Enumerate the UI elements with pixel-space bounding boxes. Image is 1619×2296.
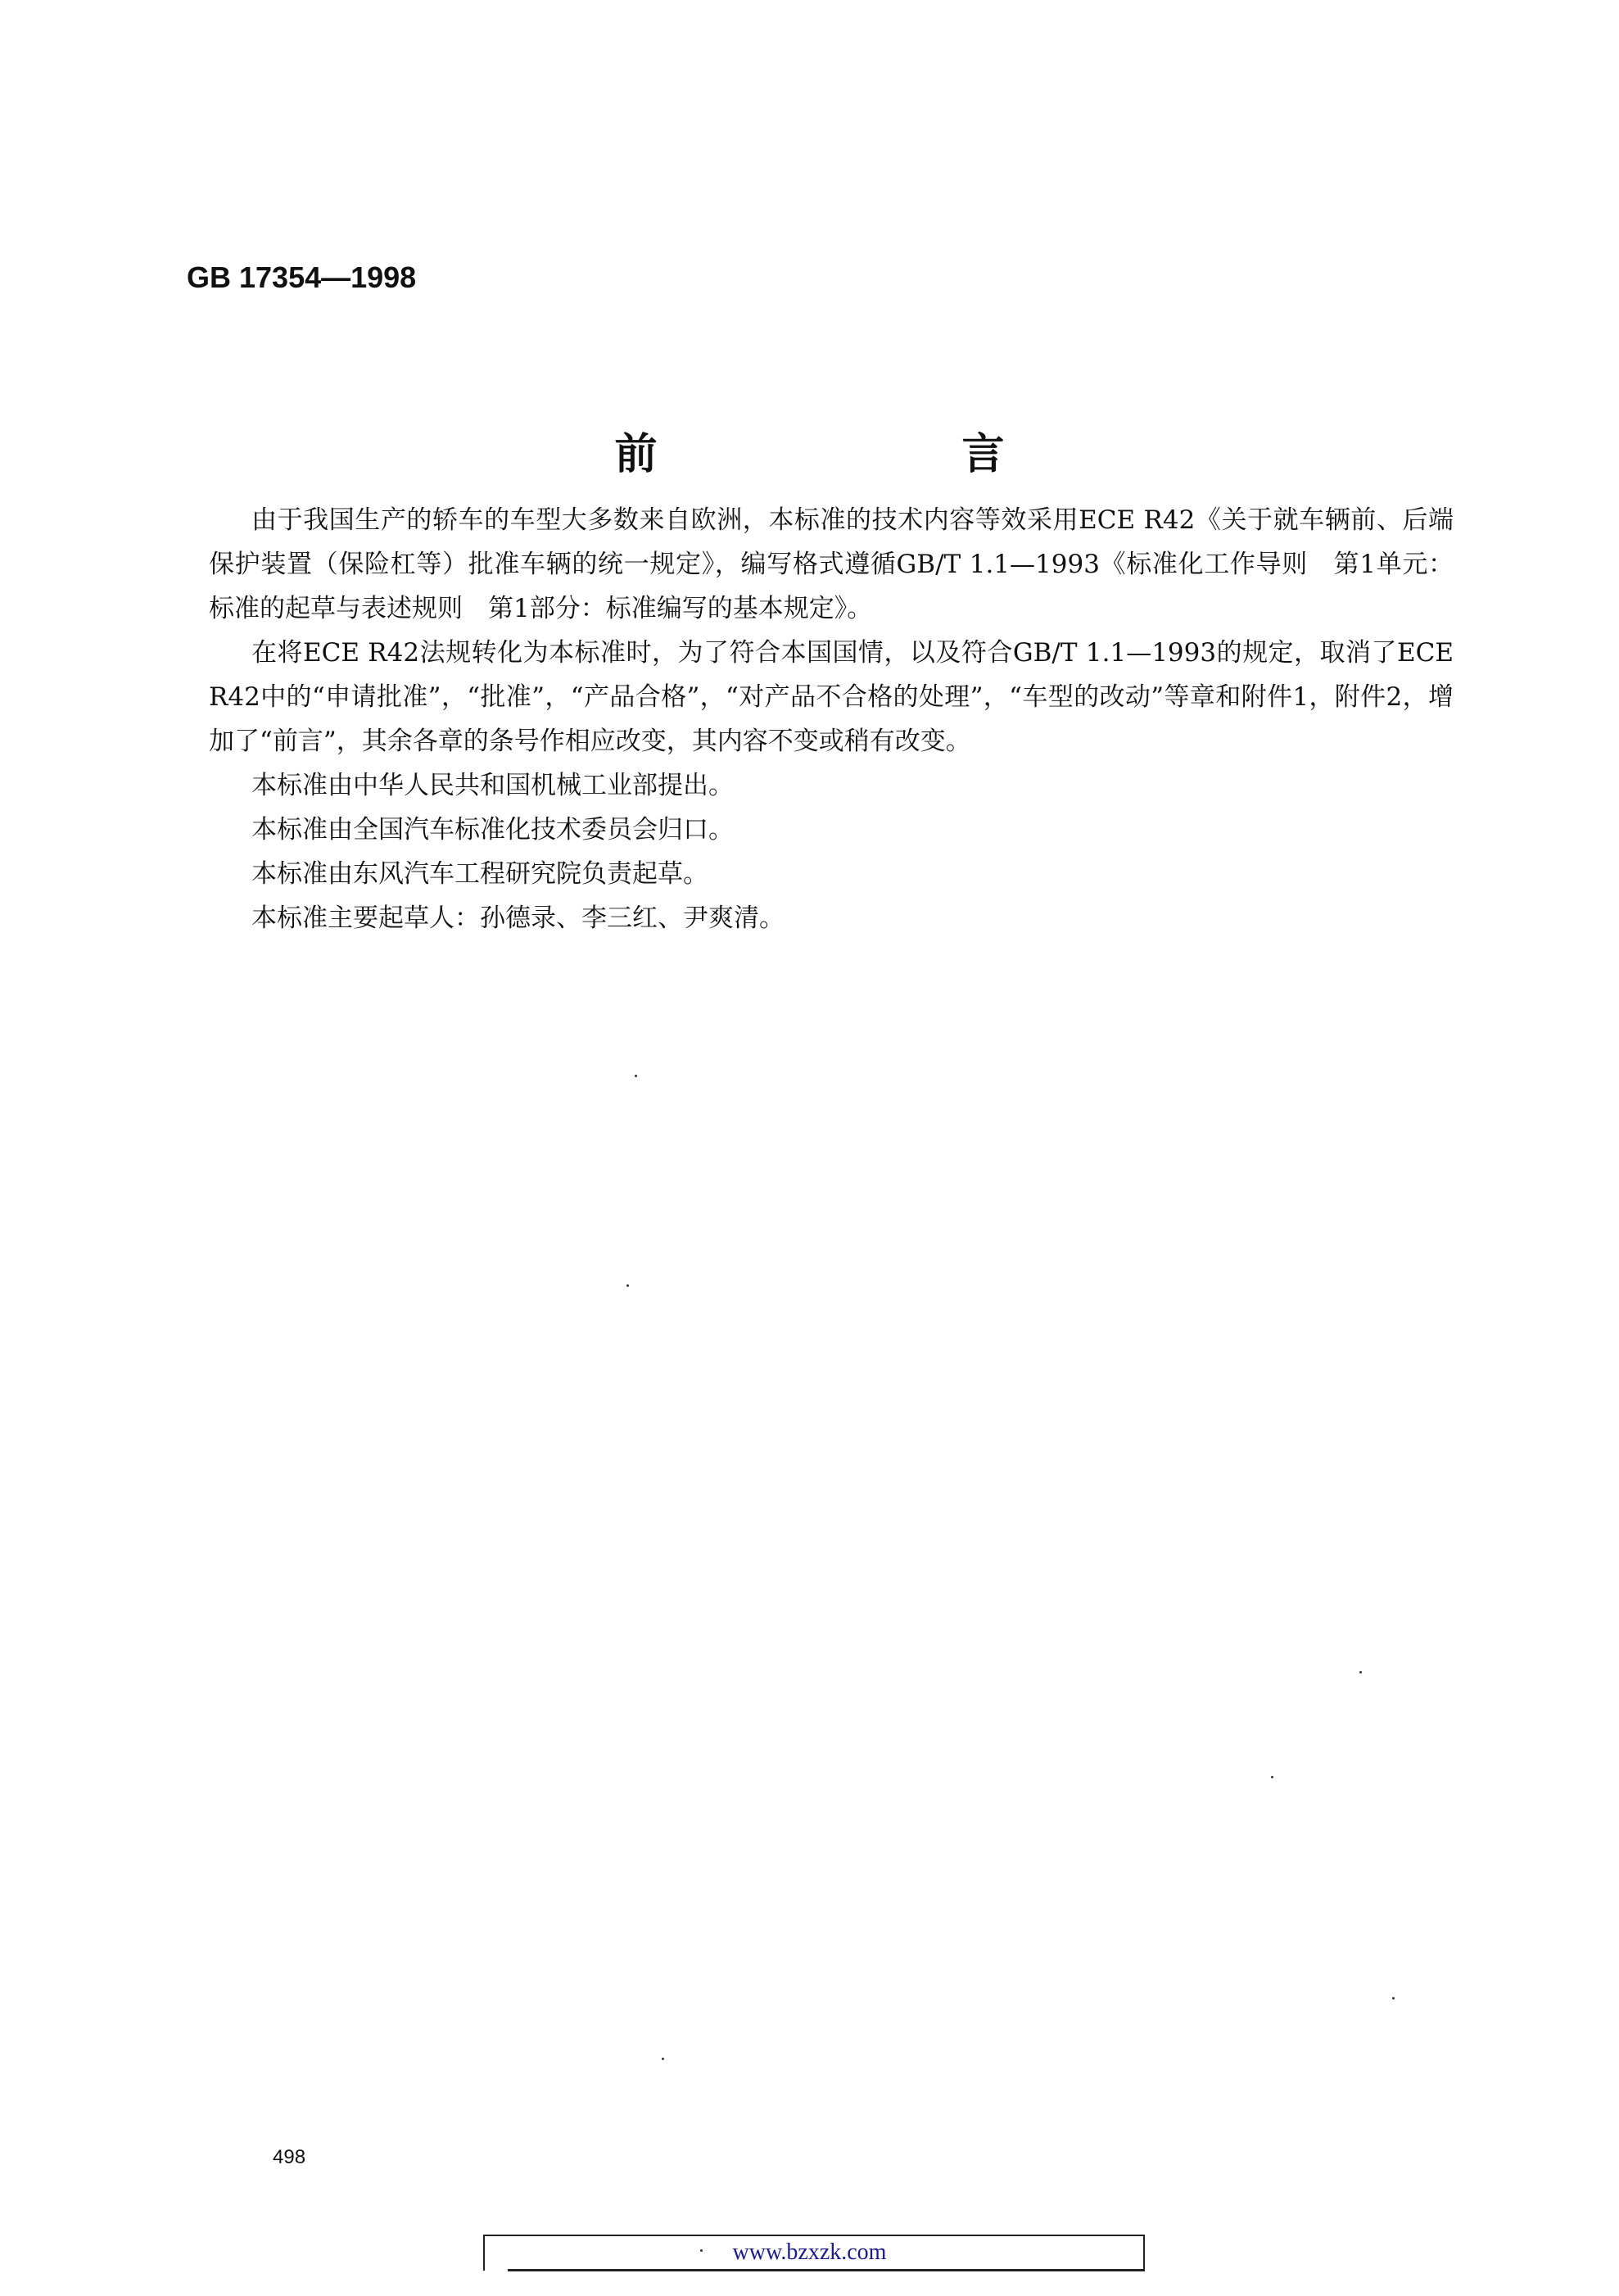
scan-speck <box>700 2249 703 2252</box>
paragraph-drafting-org: 本标准由东风汽车工程研究院负责起草。 <box>251 859 708 889</box>
page-title: 前 言 <box>614 430 1136 479</box>
scan-speck <box>1392 1997 1395 1999</box>
standard-code: GB 17354—1998 <box>187 260 417 294</box>
scan-speck <box>1271 1776 1273 1778</box>
footer-rule <box>508 2269 1145 2271</box>
footer-url-link[interactable]: www.bzxzk.com <box>732 2239 887 2265</box>
paragraph-committee: 本标准由全国汽车标准化技术委员会归口。 <box>251 815 734 845</box>
paragraph-conversion: 在将ECE R42法规转化为本标准时，为了符合本国国情，以及符合GB/T 1.1—1993的规定，取消了ECE R42中的“申请批准”，“批准”，“产品合格”，“对产品不合格的处理”，“车型的改动”等章和附件1，附件2，增加了“前言”，其余各章的条号作相应改变，其内容不变或稍有改变。 <box>209 638 1454 756</box>
page-number: 498 <box>273 2146 306 2168</box>
scan-speck <box>1359 1671 1362 1673</box>
scan-speck <box>662 2058 664 2060</box>
scan-speck <box>635 1075 637 1077</box>
paragraph-proposer: 本标准由中华人民共和国机械工业部提出。 <box>251 771 734 800</box>
scan-speck <box>626 1284 629 1287</box>
paragraph-adoption: 由于我国生产的轿车的车型大多数来自欧洲，本标准的技术内容等效采用ECE R42《关于就车辆前、后端保护装置（保险杠等）批准车辆的统一规定》，编写格式遵循GB/T 1.1—1993《标准化工作导则 第1单元：标准的起草与表述规则 第1部分：标准编写的基本规定》。 <box>209 505 1454 623</box>
paragraph-drafters: 本标准主要起草人：孙德录、李三红、尹爽清。 <box>251 903 785 933</box>
foreword-body <box>209 498 1454 940</box>
